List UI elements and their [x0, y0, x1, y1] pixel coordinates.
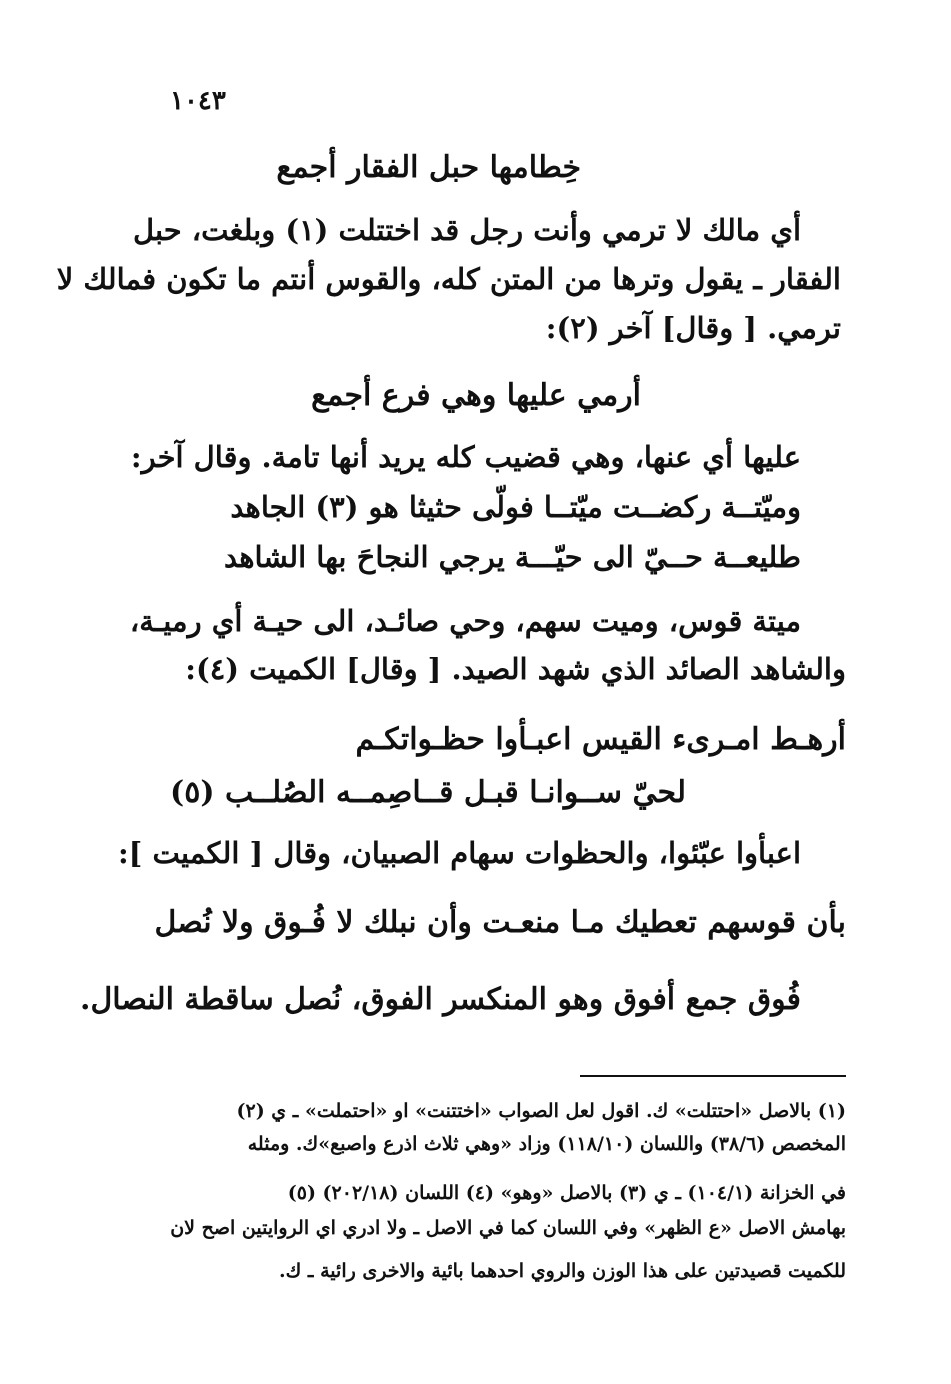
page-number: ١٠٤٣ [170, 86, 226, 116]
footnote-line-3: في الخزانة (١٠٤/١) ـ ي (٣) بالاصل «وهو» (٤) اللسان (٢٠٢/١٨) (٥) [287, 1182, 846, 1204]
poem-line-3: أرهـط امـرىء القيس اعبـأوا حظـواتكـم [355, 722, 846, 757]
text-line-8: فُوق جمع أفوق وهو المنكسر الفوق، نُصل ساقطة النصال. [80, 982, 801, 1017]
footnote-line-1: (١) بالاصل «احتتلت» ك. اقول لعل الصواب «اختتنت» او «احتملت» ـ ي (٢) [236, 1100, 846, 1122]
text-line-4: عليها أي عنها، وهي قضيب كله يريد أنها تامة. وقال آخر: [130, 440, 801, 474]
text-line-5: ميتة قوس، وميت سهم، وحي صائـد، الى حيـة أي رميـة، [129, 604, 801, 638]
footnote-line-2: المخصص (٣٨/٦) واللسان (١١٨/١٠) وزاد «وهي ثلاث اذرع واصبع»ك. ومثله [247, 1133, 846, 1155]
text-line-6: والشاهد الصائد الذي شهد الصيد. [ وقال] الكميت (٤): [185, 652, 846, 686]
poem-line-5: بأن قوسهم تعطيك مـا منعـت وأن نبلك لا فُـوق ولا نُصل [154, 905, 846, 940]
footnote-line-5: للكميت قصيدتين على هذا الوزن والروي احدهما بائية والاخرى رائية ـ ك. [279, 1260, 846, 1282]
verse-line-1: خِطامها حبل الفقار أجمع [276, 150, 581, 185]
footnote-line-4: بهامش الاصل «ع الظهر» وفي اللسان كما في الاصل ـ ولا ادري اي الروايتين اصح لان [170, 1217, 846, 1239]
poem-line-4: لحيّ ســوانـا قبـل قــاصِمــه الصُلــب (٥) [170, 775, 686, 810]
poem-line-2: طليعــة حــيّ الى حيّـــة يرجي النجاحَ بها الشاهد [224, 540, 801, 574]
footnote-rule [580, 1075, 846, 1077]
verse-line-2: أرمي عليها وهي فرع أجمع [311, 378, 641, 413]
text-line-1: أي مالك لا ترمي وأنت رجل قد اختتلت (١) وبلغت، حبل [133, 213, 801, 247]
text-line-3: ترمي. [ وقال] آخر (٢): [545, 311, 841, 345]
text-line-2: الفقار ـ يقول وترها من المتن كله، والقوس أنتم ما تكون فمالك لا [56, 262, 841, 296]
text-line-7: اعبأوا عبّئوا، والحظوات سهام الصبيان، وقال [ الكميت ]: [117, 836, 801, 870]
poem-line-1: وميّتــة ركضــت ميّتــا فولّى حثيثا هو (٣) الجاهد [230, 490, 801, 524]
